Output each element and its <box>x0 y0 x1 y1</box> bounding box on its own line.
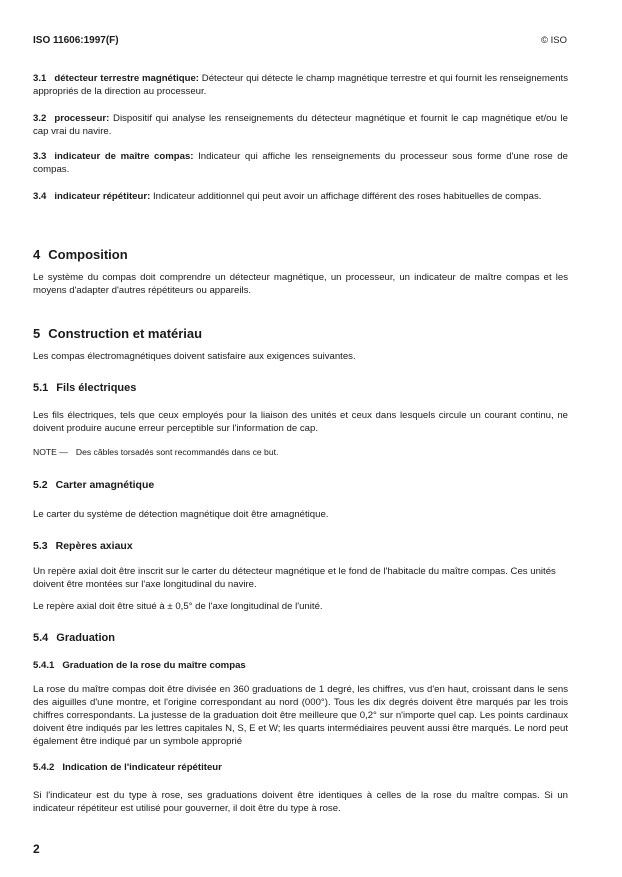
definition-text: Dispositif qui analyse les renseignements du détecteur magnétique et fournit le cap magnétique et/ou le cap vrai du navire. <box>33 113 569 137</box>
section-5-2-text: Le carter du système de détection magnétique doit être amagnétique. <box>33 509 329 520</box>
definition-text: Indicateur qui affiche les renseignements du processeur sous forme d'une rose de compas. <box>33 151 568 175</box>
section-5-4-2-text: Si l'indicateur est du type à rose, ses graduations doivent être identiques à celles de la rose du maître compas. Si un indicateur répétiteur est utilisé pour gouverner, il doit être du type à rose. <box>33 790 568 814</box>
section-5-4-heading: 5.4 Graduation <box>33 632 115 644</box>
term: indicateur de maître compas: <box>54 151 194 162</box>
section-4-text: Le système du compas doit comprendre un détecteur magnétique, un processeur, un indicateur de maître compas et les moyens d'adapter d'autres répétiteurs ou appareils. <box>33 272 568 296</box>
note-text: Des câbles torsadés sont recommandés dans ce but. <box>75 447 279 457</box>
clause-number: 3.4 <box>33 191 47 202</box>
clause-number: 3.1 <box>33 73 47 84</box>
section-5-1-heading: 5.1 Fils électriques <box>33 382 137 394</box>
definition-3-4 <box>33 190 568 203</box>
definition-3-2 <box>33 112 568 138</box>
definition-text: Indicateur additionnel qui peut avoir un affichage différent des roses habituelles de compas. <box>152 191 542 202</box>
copyright: © ISO <box>540 35 567 46</box>
section-5-4-1-heading: 5.4.1 Graduation de la rose du maître compas <box>33 660 246 671</box>
page-number: 2 <box>33 842 40 856</box>
section-5-text: Les compas électromagnétiques doivent satisfaire aux exigences suivantes. <box>33 351 356 362</box>
section-5-4-2-heading: 5.4.2 Indication de l'indicateur répétiteur <box>33 762 222 773</box>
section-5-3-heading: 5.3 Repères axiaux <box>33 540 133 552</box>
section-5-2-heading: 5.2 Carter amagnétique <box>33 479 155 491</box>
clause-number: 3.2 <box>33 113 47 124</box>
definition-3-3 <box>33 150 568 176</box>
section-5-3-text-1: Un repère axial doit être inscrit sur le carter du détecteur magnétique et le fond de l'habitacle du maître compas. Ces unités doivent être montées sur l'axe longitudinal du navire. <box>33 566 556 590</box>
note-label: NOTE — <box>33 447 68 457</box>
section-5-1-text: Les fils électriques, tels que ceux employés pour la liaison des unités et ceux dans lesquels circule un courant continu, ne doivent produire aucune erreur perceptible sur l'information de cap. <box>33 410 568 434</box>
section-5-heading: 5 Construction et matériau <box>33 326 203 341</box>
document-id: ISO 11606:1997(F) <box>33 35 119 46</box>
note <box>33 446 568 459</box>
definition-3-1 <box>33 72 568 98</box>
term: indicateur répétiteur: <box>54 191 151 202</box>
term: détecteur terrestre magnétique: <box>54 73 199 84</box>
section-5-3-text-2: Le repère axial doit être situé à ± 0,5° de l'axe longitudinal de l'unité. <box>33 601 323 612</box>
section-5-4-1-text: La rose du maître compas doit être divisée en 360 graduations de 1 degré, les chiffres, vus d'en haut, croissant dans le sens des aiguilles d'une montre, et l'origine correspondant au nord (000°). Tous les dix degrés doivent être marqués par les trois chiffres correspondants. La justesse de la graduation doit être meilleure que 0,2° sur n'importe quel cap. Les points cardinaux doivent être indiqués par les lettres capitales N, S, E et W; les quarts intermédiaires peuvent aussi être marqués. Le nord peut également être indiqué par un symbole approprié <box>33 684 568 747</box>
clause-number: 3.3 <box>33 151 47 162</box>
term: processeur: <box>54 113 110 124</box>
section-4-heading: 4 Composition <box>33 247 128 262</box>
definition-text: Détecteur qui détecte le champ magnétique terrestre et qui fournit les renseignements appropriés de la direction au processeur. <box>33 73 568 97</box>
